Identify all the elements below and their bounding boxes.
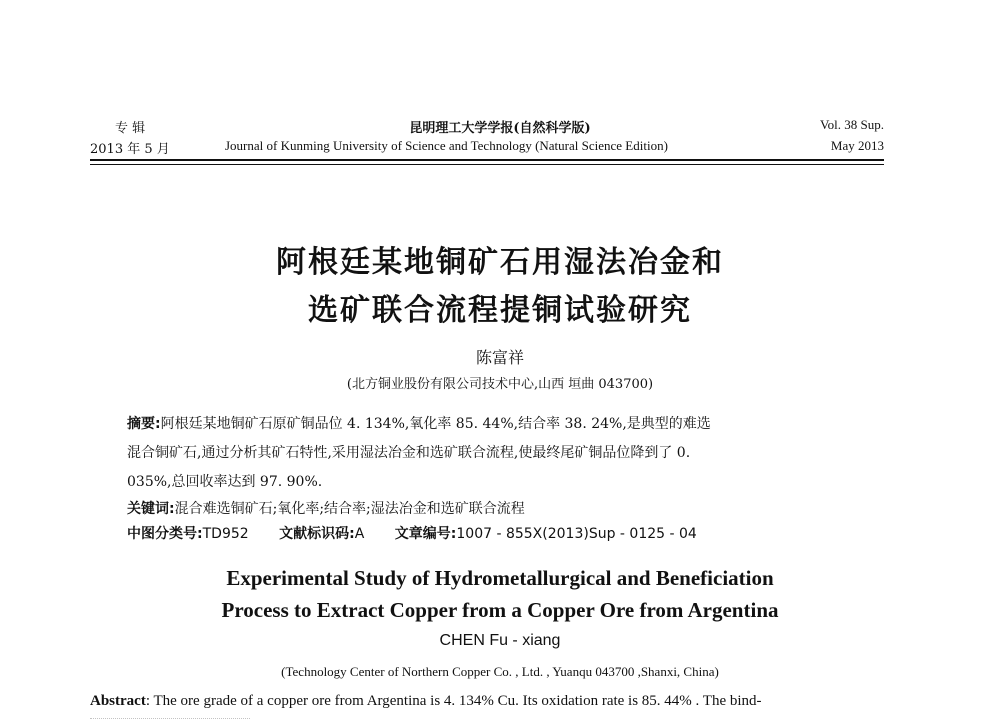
clc-value: TD952 — [202, 526, 249, 542]
abstract-cn-text1: 阿根廷某地铜矿石原矿铜品位 4. 134%,氧化率 85. 44%,结合率 38. 24%,是典型的难选 — [160, 416, 711, 432]
author-cn: 陈富祥 — [475, 348, 524, 367]
article-value: 1007 - 855X(2013)Sup - 0125 - 04 — [456, 526, 697, 542]
doc-code — [279, 526, 364, 542]
classification-line — [127, 523, 723, 543]
abstract-en-text: : The ore grade of a copper ore from Argentina is 4. 134% Cu. Its oxidation rate is 85. 44% . The bind- — [145, 693, 762, 709]
author-en: CHEN Fu - xiang — [439, 632, 561, 649]
header-volume: Vol. 38 Sup. — [819, 117, 884, 132]
article-label: 文章编号: — [394, 526, 457, 542]
abstract-cn-label: 摘要: — [127, 416, 161, 432]
keywords-cn-label: 关键词: — [127, 501, 175, 517]
doc-value: A — [354, 526, 365, 542]
header-date-en: May 2013 — [830, 138, 884, 153]
title-cn-line2: 选矿联合流程提铜试验研究 — [308, 293, 692, 328]
affiliation-en: (Technology Center of Northern Copper Co. , Ltd. , Yuanqu 043700 ,Shanxi, China) — [281, 664, 719, 679]
affiliation-cn: (北方铜业股份有限公司技术中心,山西 垣曲 043700) — [346, 377, 654, 392]
abstract-en — [90, 693, 762, 710]
journal-title-cn: 昆明理工大学学报(自然科学版) — [409, 121, 591, 136]
title-en-line2: Process to Extract Copper from a Copper Ore from Argentina — [221, 598, 779, 622]
article-number — [395, 526, 697, 542]
header-rule-thin — [90, 164, 884, 165]
header-date-cn: 2013 年 5 月 — [90, 142, 170, 157]
abstract-cn-line1 — [127, 413, 711, 433]
journal-title-en: Journal of Kunming University of Science and Technology (Natural Science Edition) — [225, 138, 668, 153]
header-rule-thick — [90, 159, 884, 161]
clc-code — [127, 526, 249, 542]
doc-label: 文献标识码: — [279, 526, 355, 542]
title-en-line1: Experimental Study of Hydrometallurgical and Beneficiation — [226, 566, 774, 590]
abstract-cn-line2: 混合铜矿石,通过分析其矿石特性,采用湿法冶金和选矿联合流程,使最终尾矿铜品位降到了 0. — [127, 445, 691, 461]
clc-label: 中图分类号: — [127, 526, 203, 542]
keywords-cn-text: 混合难选铜矿石;氧化率;结合率;湿法冶金和选矿联合流程 — [174, 501, 525, 517]
abstract-cn-line3: 035%,总回收率达到 97. 90%. — [127, 474, 323, 490]
keywords-cn — [127, 498, 525, 518]
header-section-label: 专 辑 — [115, 121, 146, 136]
title-cn-line1: 阿根廷某地铜矿石用湿法冶金和 — [276, 245, 724, 280]
cut-off-next-line — [90, 718, 250, 722]
abstract-en-label: Abstract — [90, 693, 146, 709]
